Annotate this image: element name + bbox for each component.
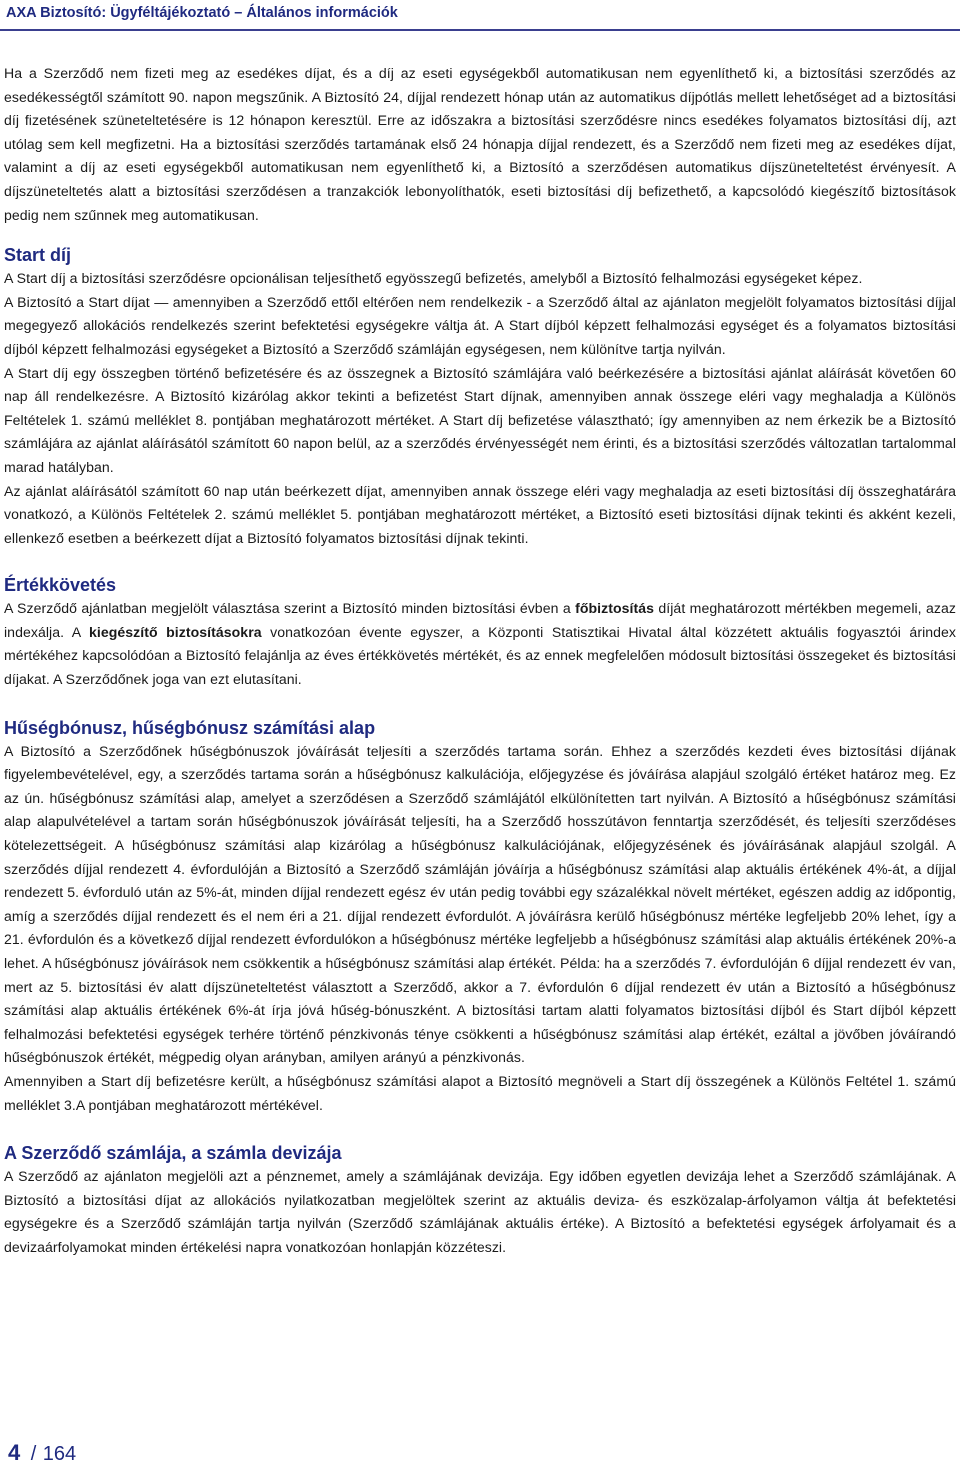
start-dij-paragraph-3: A Start díj egy összegben történő befizetésére és az összegnek a Biztosító számlájára való beérkezésére a biztosítási ajánlat aláírását követően 60 nap áll rendelkezésre. A Biztosító kizárólag akkor tekinti a befizetést Start díjnak, amennyiben annak összege eléri vagy meghaladja a Különös Feltételek 1. számú melléklet 8. pontjában meghatározott mértéket. A Start díj befizetése választható; így amennyiben az nem érkezik be a Biztosító számlájára az ajánlat aláírásától számított 60 napon belül, az a szerződés érvényességét nem érinti, és a biztosítási szerződés változatlan tartalommal marad hatályban. (4, 364, 956, 475)
header-subtitle: Ügyféltájékoztató – Általános információk (110, 5, 398, 21)
page-separator: / (30, 1443, 37, 1465)
page-number: 4 (8, 1440, 21, 1465)
start-dij-paragraph-4: Az ajánlat aláírásától számított 60 nap után beérkezett díjat, amennyiben annak összege eléri vagy meghaladja az eseti biztosítási díj összeghatárára vonatkozó, a Különös Feltételek 2. számú melléklet 5. pontjában meghatározott mértéket, a Biztosító eseti biztosítási díjnak tekinti és akként kezeli, ellenkező esetben a beérkezett díjat a Biztosító folyamatos biztosítási díjnak tekinti. (4, 482, 956, 546)
ertekkovetes-paragraph (4, 597, 956, 691)
section-title-szamla: A Szerződő számlája, a számla devizája (4, 1143, 342, 1164)
header-company: AXA Biztosító: (6, 5, 107, 21)
section-title-husegbonusz: Hűségbónusz, hűségbónusz számítási alap (4, 717, 376, 738)
szamla-paragraph: A Szerződő az ajánlaton megjelöli azt a pénznemet, amely a számlájának devizája. Egy időben egyetlen devizája lehet a Szerződő számlájának. A Biztosító a biztosítási díjat az allokációs nyilatkozatban megjelöltek szerint az aktuális deviza- és eszközalap-árfolyamon váltja át befektetési egységekre és a Szerződő számláján tartja nyilván (Szerződő számlájának aktuális értéke). A Biztosító a befektetési egységek árfolyamait és a devizaárfolyamokat minden értékelési napra vonatkozóan honlapján közzéteszi. (4, 1168, 956, 1255)
start-dij-paragraph-1: A Start díj a biztosítási szerződésre opcionálisan teljesíthető egyösszegű befizetés, amelyből a Biztosító felhalmozási egységeket képez. (4, 270, 863, 287)
page-total: 164 (42, 1443, 77, 1465)
ertekkovetes-text-1: A Szerződő ajánlatban megjelölt választása szerint a Biztosító minden biztosítási évben a (4, 600, 576, 617)
intro-paragraph: Ha a Szerződő nem fizeti meg az esedékes díjat, és a díj az eseti egységekből automatikusan nem egyenlíthető ki, a biztosítási szerződés az esedékességtől számított 90. napon megszűnik. A Biztosító 24, díjjal rendezett hónap után az automatikus díjpótlás mellett lehetőséget ad a biztosítási díj fizetésének szüneteltetésére is 12 hónapon keresztül. Erre az időszakra a biztosítási szerződésre nincs esedékes folyamatos biztosítási díj, azt utólag sem kell megfizetni. Ha a biztosítási szerződés tartamának első 24 hónapja díjjal rendezett, és a Szerződő nem fizeti meg az esedékes díjat, valamint a díj az eseti egységekből automatikusan nem egyenlíthető ki, a Biztosító a szerződésen automatikus díjszüneteltetést érvényesít. A díjszüneteltetés alatt a biztosítási szerződésen a tranzakciók lebonyolíthatók, eseti biztosítási díj befizethető, a kapcsolódó kiegészítő biztosítások pedig nem szűnnek meg automatikusan. (4, 65, 956, 223)
header-divider (0, 29, 960, 31)
page-header (0, 0, 960, 30)
ertekkovetes-bold-fobiztositas: főbiztosítás (575, 600, 655, 617)
header-title (6, 5, 398, 21)
section-title-ertekkovetes: Értékkövetés (4, 575, 117, 596)
husegbonusz-paragraph-1: A Biztosító a Szerződőnek hűségbónuszok jóváírását teljesíti a szerződés tartama során. Ehhez a szerződés kezdeti éves biztosítási díjának figyelembevételével, egy, a szerződés tartama során a hűségbónusz kalkulációja, előjegyzése és jóváírása alapjául szolgáló értéket határoz meg. Ez az ún. hűségbónusz számítási alap, amelyet a szerződésen a Szerződő számlájától elkülönítetten tart nyilván. A Biztosító a hűségbónusz számítási alap alapulvételével a tartam során hűségbónuszok jóváírását teljesíti, ha a Szerződő hosszútávon fenntartja szerződését, és teljesíti szerződéses kötelezettségeit. A hűségbónusz számítási alap kizárólag a hűségbónusz kalkulációjának, előjegyzésének és jóváírásának alapjául szolgál. A szerződés díjjal rendezett 4. évfordulóján a Biztosító a Szerződő számláján jóváírja a hűségbónusz számítási alap aktuális értékének 4%-át, a díjjal rendezett 5. évforduló után az 5%-át, minden díjjal rendezett egész év után pedig további egy százalékkal növelt mértéket, egészen addig az időpontig, amíg a szerződés díjjal rendezett és el nem éri a 21. díjjal rendezett évfordulót. A jóváírásra kerülő hűségbónusz mértéke legfeljebb 20% lehet, így a 21. évfordulón és a következő díjjal rendezett évfordulókon a hűségbónusz mértéke legfeljebb a hűségbónusz számítási alap aktuális értékének 20%-a lehet. A hűségbónusz jóváírások nem csökkentik a hűségbónusz számítási alap értékét. Példa: ha a szerződés 7. évfordulóján 6 díjjal rendezett év van, mert az 5. biztosítási év alatt díjszüneteltetést választott a Szerződő, akkor a 7. évfordulón 6 díjjal rendezett év után a Biztosító a hűségbónusz számítási alap aktuális értékének 6%-át írja jóvá hűség-bónuszként. A biztosítási tartam alatti folyamatos biztosítási díjból és Start díjból képzett felhalmozási befektetési egységek terhére történő pénzkivonás ténye csökkenti a hűségbónusz számítási alap értékét, ezáltal a jövőben jóváírandó hűségbónuszok értékét, mégpedig olyan arányban, amilyen arányú a pénzkivonás. (4, 742, 956, 1066)
page-footer (8, 1440, 76, 1470)
document-body (4, 62, 956, 1260)
ertekkovetes-text-2: díját meghatározott mértékben megemeli, azaz indexálja. A (4, 600, 956, 640)
ertekkovetes-text-3: vonatkozóan évente egyszer, a Központi Statisztikai Hivatal által közzétett aktuális fogyasztói árindex mértékéhez kapcsolódóan a Biztosító felajánlja az éves értékkövetés mértékét, és az ennek megfelelően módosult biztosítási összegeket és biztosítási díjakat. A Szerződőnek joga van ezt elutasítani. (4, 623, 957, 688)
section-title-start-dij: Start díj (4, 245, 72, 266)
ertekkovetes-bold-kiegeszito: kiegészítő biztosításokra (88, 623, 262, 640)
husegbonusz-paragraph-2: Amennyiben a Start díj befizetésre került, a hűségbónusz számítási alapot a Biztosító megnöveli a Start díj összegének a Különös Feltétel 1. számú melléklet 3.A pontjában meghatározott mértékével. (4, 1072, 956, 1113)
start-dij-paragraph-2: A Biztosító a Start díjat — amennyiben a Szerződő ettől eltérően nem rendelkezik - a Szerződő által az ajánlaton megjelölt folyamatos biztosítási díjjal megegyező allokációs rendelkezés szerint befektetési egységekre váltja át. A Start díjból képzett felhalmozási egységet és a folyamatos biztosítási díjból képzett felhalmozási egységeket a Biztosító a Szerződő számláján egységesen, nem különítve tartja nyilván. (4, 293, 956, 357)
